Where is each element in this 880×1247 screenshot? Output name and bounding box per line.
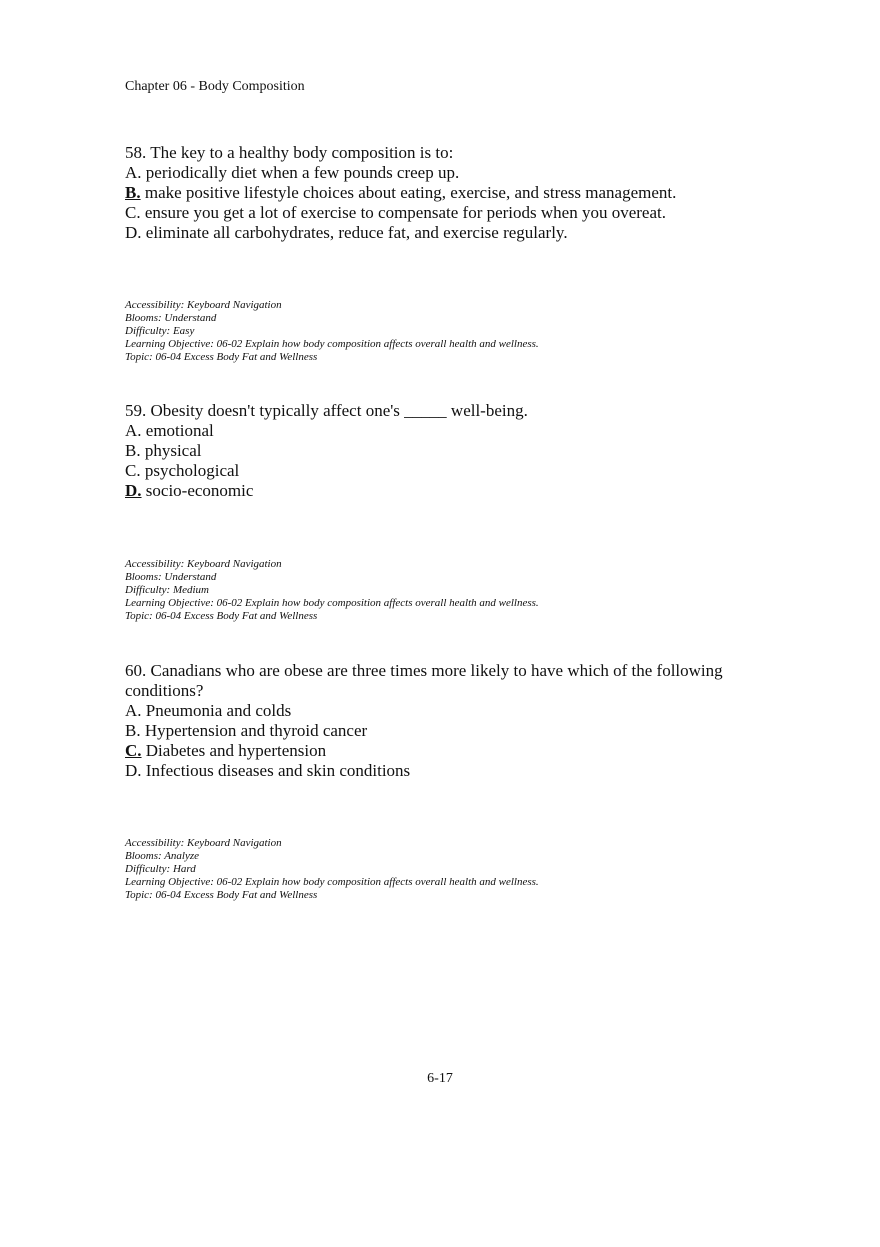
meta-topic: Topic: 06-04 Excess Body Fat and Wellness xyxy=(125,889,318,901)
answer-option-a xyxy=(125,421,765,441)
question-metadata xyxy=(125,558,539,623)
answer-option-d xyxy=(125,223,765,243)
correct-option-letter: C. xyxy=(125,741,142,760)
meta-difficulty: Difficulty: Hard xyxy=(125,863,196,875)
meta-accessibility: Accessibility: Keyboard Navigation xyxy=(125,558,282,570)
option-text: Pneumonia and colds xyxy=(141,701,292,720)
option-letter: B. xyxy=(125,721,141,740)
option-text: Hypertension and thyroid cancer xyxy=(140,721,368,740)
meta-blooms: Blooms: Understand xyxy=(125,571,217,583)
answer-option-d xyxy=(125,761,765,781)
option-text: psychological xyxy=(140,461,240,480)
meta-accessibility: Accessibility: Keyboard Navigation xyxy=(125,837,282,849)
meta-difficulty: Difficulty: Easy xyxy=(125,325,195,337)
meta-accessibility: Accessibility: Keyboard Navigation xyxy=(125,299,282,311)
answer-option-c xyxy=(125,203,765,223)
answer-option-d xyxy=(125,481,765,501)
page-header: Chapter 06 - Body Composition xyxy=(125,79,305,94)
option-text: ensure you get a lot of exercise to compensate for periods when you overeat. xyxy=(140,203,666,222)
meta-blooms: Blooms: Analyze xyxy=(125,850,200,862)
answer-option-c xyxy=(125,741,765,761)
option-text: physical xyxy=(140,441,202,460)
question-stem: 59. Obesity doesn't typically affect one's _____ well-being. xyxy=(125,401,528,420)
option-letter: C. xyxy=(125,461,141,480)
option-text: Infectious diseases and skin conditions xyxy=(141,761,411,780)
answer-option-b xyxy=(125,721,765,741)
option-text: Diabetes and hypertension xyxy=(141,741,327,760)
option-letter: A. xyxy=(125,421,142,440)
question-stem: 60. Canadians who are obese are three times more likely to have which of the following conditions? xyxy=(125,661,723,700)
option-letter: A. xyxy=(125,701,142,720)
option-text: eliminate all carbohydrates, reduce fat, and exercise regularly. xyxy=(141,223,568,242)
option-text: make positive lifestyle choices about eating, exercise, and stress management. xyxy=(140,183,677,202)
meta-learning-objective: Learning Objective: 06-02 Explain how body composition affects overall health and wellness. xyxy=(125,876,539,888)
meta-topic: Topic: 06-04 Excess Body Fat and Wellness xyxy=(125,610,318,622)
meta-blooms: Blooms: Understand xyxy=(125,312,217,324)
option-letter: A. xyxy=(125,163,142,182)
question-metadata xyxy=(125,837,539,902)
meta-difficulty: Difficulty: Medium xyxy=(125,584,210,596)
page-number: 6-17 xyxy=(427,1071,453,1086)
answer-option-a xyxy=(125,163,765,183)
question-stem: 58. The key to a healthy body composition is to: xyxy=(125,143,454,162)
option-text: socio-economic xyxy=(141,481,254,500)
answer-option-b xyxy=(125,441,765,461)
question-59 xyxy=(125,401,765,501)
correct-option-letter: B. xyxy=(125,183,141,202)
meta-learning-objective: Learning Objective: 06-02 Explain how body composition affects overall health and wellness. xyxy=(125,338,539,350)
question-60 xyxy=(125,661,765,781)
option-text: emotional xyxy=(141,421,214,440)
correct-option-letter: D. xyxy=(125,481,142,500)
option-letter: D. xyxy=(125,223,142,242)
option-text: periodically diet when a few pounds creep up. xyxy=(141,163,460,182)
meta-topic: Topic: 06-04 Excess Body Fat and Wellness xyxy=(125,351,318,363)
answer-option-c xyxy=(125,461,765,481)
question-58 xyxy=(125,143,765,243)
meta-learning-objective: Learning Objective: 06-02 Explain how body composition affects overall health and wellness. xyxy=(125,597,539,609)
option-letter: B. xyxy=(125,441,141,460)
answer-option-a xyxy=(125,701,765,721)
option-letter: C. xyxy=(125,203,141,222)
option-letter: D. xyxy=(125,761,142,780)
question-metadata xyxy=(125,299,539,364)
answer-option-b xyxy=(125,183,765,203)
